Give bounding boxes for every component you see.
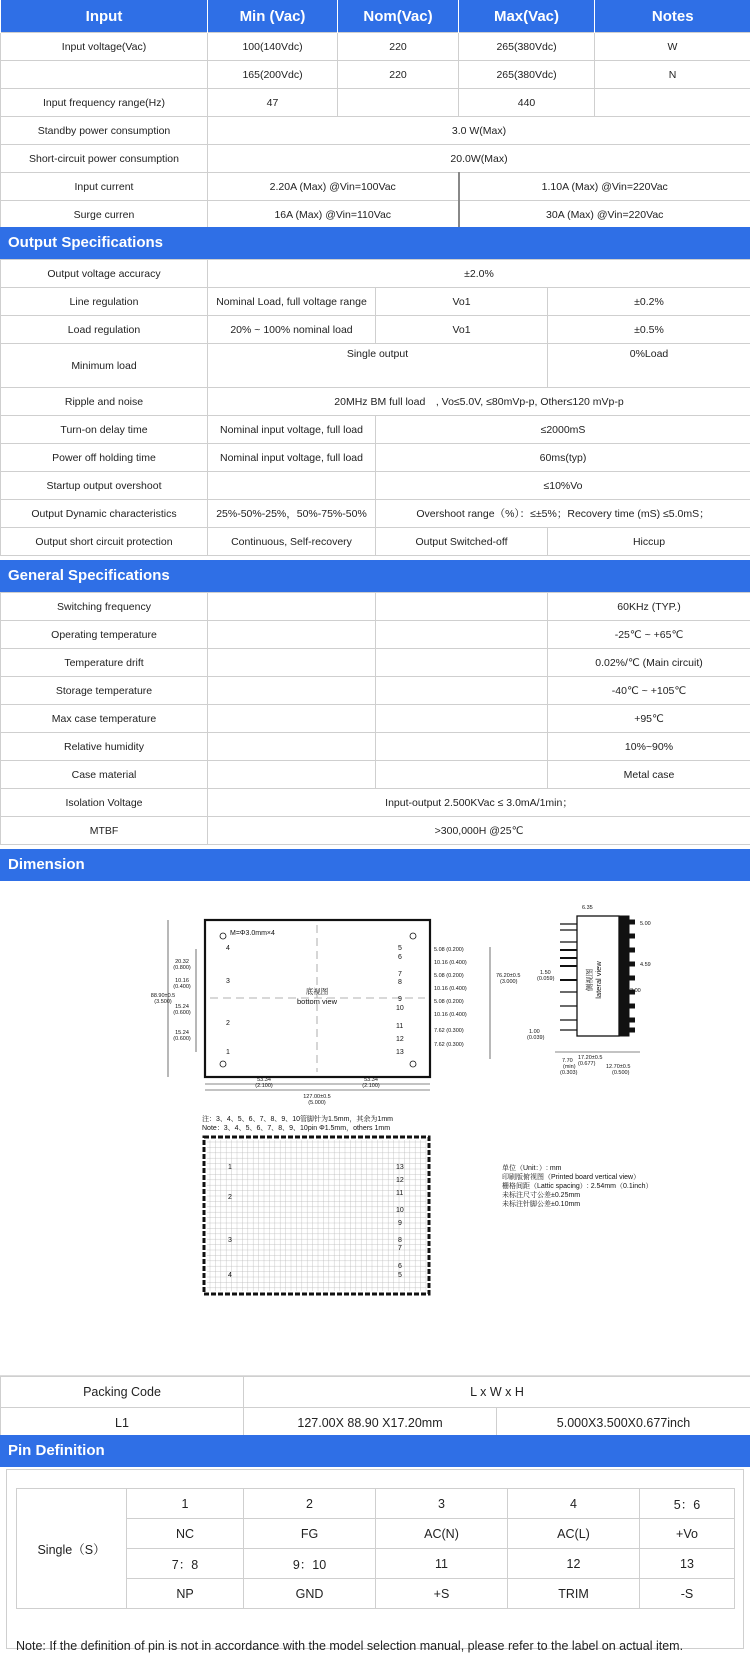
table-row: Isolation Voltage Input-output 2.500KVac ≤ 3.0mA/1min； xyxy=(1,789,750,817)
right-pin: 10 xyxy=(396,1005,404,1012)
table-row: Startup output overshoot ≤10%Vo xyxy=(1,472,750,500)
left-pin: 1 xyxy=(226,1049,230,1056)
dim-label: 7.62 (0.300) xyxy=(434,1028,464,1034)
dim-label: 5.08 (0.200) xyxy=(434,999,464,1005)
table-row: Output voltage accuracy ±2.0% xyxy=(1,260,750,288)
right-pin: 8 xyxy=(398,979,402,986)
dim-label: (0.500) xyxy=(612,1070,630,1076)
grid-right-pin: 10 xyxy=(396,1207,404,1214)
general-spec-header: General Specifications xyxy=(0,560,750,592)
table-row: Input current 2.20A (Max) @Vin=100Vac 1.10A (Max) @Vin=220Vac xyxy=(1,173,750,201)
table-row: NC FG AC(N) AC(L) +Vo xyxy=(17,1519,735,1549)
legend-line: 单位（Unit：）: mm xyxy=(502,1165,562,1172)
right-pin: 5 xyxy=(398,945,402,952)
pin-definition-header: Pin Definition xyxy=(0,1435,750,1467)
grid-right-pin: 6 xyxy=(398,1263,402,1270)
dim-label: 17.20±0.5 xyxy=(578,1055,603,1061)
legend-line: 未标注尺寸公差±0.25mm xyxy=(502,1192,581,1199)
dim-label: 5.08 (0.200) xyxy=(434,947,464,953)
table-row: Minimum load Single output 0%Load xyxy=(1,344,750,388)
dim-label: 10.16 (0.400) xyxy=(434,1012,467,1018)
side-view-label-cn: 侧视图 xyxy=(585,968,594,992)
dimension-drawing xyxy=(0,880,750,1375)
table-row: Storage temperature -40℃ ~ +105℃ xyxy=(1,677,750,705)
table-row: Surge curren 16A (Max) @Vin=110Vac 30A (Max) @Vin=220Vac xyxy=(1,201,750,229)
dim-label: 15.24 xyxy=(175,1004,189,1010)
pin-definition-box xyxy=(6,1469,744,1649)
output-spec-table xyxy=(0,259,750,556)
dim-label: (3.500) xyxy=(154,999,172,1005)
dim-label: 53.34 xyxy=(257,1077,271,1083)
table-row: 165(200Vdc) 220 265(380Vdc) N xyxy=(1,61,750,89)
grid-left-pin: 2 xyxy=(228,1194,232,1201)
side-view-label-en: lateral view xyxy=(594,961,603,999)
table-row: Single（S） 1 2 3 4 5：6 xyxy=(17,1489,735,1519)
table-row: Case material Metal case xyxy=(1,761,750,789)
grid-right-pin: 11 xyxy=(396,1190,404,1197)
table-row: Temperature drift 0.02%/℃ (Main circuit) xyxy=(1,649,750,677)
table-row: Turn-on delay time Nominal input voltage, full load ≤2000mS xyxy=(1,416,750,444)
dim-label: 10.16 xyxy=(175,978,189,984)
header-nom: Nom(Vac) xyxy=(338,0,459,33)
bottom-view-label-cn: 底视图 xyxy=(305,987,329,996)
dimension-header: Dimension xyxy=(0,849,750,881)
header-min: Min (Vac) xyxy=(208,0,338,33)
dim-label: 88.90±0.5 xyxy=(150,993,176,999)
unit-legend xyxy=(502,1163,653,1208)
grid-right-pin: 13 xyxy=(396,1164,404,1171)
dim-label: (0.600) xyxy=(173,1036,191,1042)
hole-label: M=Φ3.0mm×4 xyxy=(230,930,275,937)
pin-note-en: Note：3、4、5、6、7、8、9、10pin Φ1.5mm，others 1mm xyxy=(202,1125,391,1132)
right-pin: 13 xyxy=(396,1049,404,1056)
grid-right-pin: 9 xyxy=(398,1220,402,1227)
grid-right-pin: 8 xyxy=(398,1237,402,1244)
dim-label: (0.677) xyxy=(578,1061,596,1067)
dim-label: (0.600) xyxy=(173,1010,191,1016)
grid-board-drawing xyxy=(204,1137,429,1294)
right-pin: 9 xyxy=(398,996,402,1003)
table-row: Short-circuit power consumption 20.0W(Max) xyxy=(1,145,750,173)
dim-label: 20.32 xyxy=(175,959,189,965)
right-pin: 11 xyxy=(396,1023,404,1030)
dim-label: (0.400) xyxy=(173,984,191,990)
right-pin: 12 xyxy=(396,1036,404,1043)
dim-label: 10.16 (0.400) xyxy=(434,986,467,992)
table-row: Output Dynamic characteristics 25%-50%-25%，50%-75%-50% Overshoot range（%）：≤±5%；Recovery time (mS) ≤5.0mS； xyxy=(1,500,750,528)
left-pin: 2 xyxy=(226,1020,230,1027)
table-row: Line regulation Nominal Load, full voltage range Vo1 ±0.2% xyxy=(1,288,750,316)
dim-label: 12.70±0.5 xyxy=(606,1064,631,1070)
dim-label: 3.00 xyxy=(630,988,641,994)
pin-type-cell: Single（S） xyxy=(17,1489,127,1609)
table-row: Max case temperature +95℃ xyxy=(1,705,750,733)
input-spec-table xyxy=(0,0,750,229)
dim-label: 10.16 (0.400) xyxy=(434,960,467,966)
grid-right-pin: 5 xyxy=(398,1272,402,1279)
dim-label: 4.59 xyxy=(640,962,651,968)
dim-label: 1.50 xyxy=(540,970,551,976)
side-view-labels xyxy=(527,905,651,1076)
table-row: Relative humidity 10%~90% xyxy=(1,733,750,761)
table-row: L1 127.00X 88.90 X17.20mm 5.000X3.500X0.677inch xyxy=(1,1408,750,1439)
grid-left-pin: 3 xyxy=(228,1237,232,1244)
table-row: Standby power consumption 3.0 W(Max) xyxy=(1,117,750,145)
table-row: 7：8 9：10 11 12 13 xyxy=(17,1549,735,1579)
packing-table xyxy=(0,1376,750,1439)
header-max: Max(Vac) xyxy=(459,0,595,33)
dim-label: 1.00 xyxy=(529,1029,540,1035)
header-input: Input xyxy=(1,0,208,33)
dim-label: (0.059) xyxy=(537,976,555,982)
dim-label: (0.800) xyxy=(173,965,191,971)
table-row: Power off holding time Nominal input voltage, full load 60ms(typ) xyxy=(1,444,750,472)
legend-line: 未标注针脚公差±0.10mm xyxy=(502,1201,581,1208)
table-row: Ripple and noise 20MHz BM full load , Vo≤5.0V, ≤80mVp-p, Other≤120 mVp-p xyxy=(1,388,750,416)
bottom-view-label-en: bottom view xyxy=(296,997,338,1006)
dim-label: 6.35 xyxy=(582,905,593,911)
dim-label: 53.34 xyxy=(364,1077,378,1083)
dim-label: 127.00±0.5 xyxy=(303,1094,331,1100)
pin-notes xyxy=(202,1114,393,1133)
grid-right-pin: 7 xyxy=(398,1245,402,1252)
table-row: Packing Code L x W x H xyxy=(1,1377,750,1408)
grid-right-pin: 12 xyxy=(396,1177,404,1184)
left-pin: 3 xyxy=(226,978,230,985)
table-row: NP GND +S TRIM -S xyxy=(17,1579,735,1609)
table-row: Output short circuit protection Continuous, Self-recovery Output Switched-off Hiccup xyxy=(1,528,750,556)
dim-label: (0.303) xyxy=(560,1070,578,1076)
table-row: Input voltage(Vac) 100(140Vdc) 220 265(380Vdc) W xyxy=(1,33,750,61)
right-pin: 7 xyxy=(398,971,402,978)
dim-label: 7.62 (0.300) xyxy=(434,1042,464,1048)
dim-label: 5.00 xyxy=(640,921,651,927)
dim-label: 76.20±0.5 xyxy=(496,973,521,979)
legend-line: 印刷版俯视图（Printed board vertical view） xyxy=(502,1174,641,1181)
dim-label: (3.000) xyxy=(500,979,518,985)
dim-label: 15.24 xyxy=(175,1030,189,1036)
table-row: Operating temperature -25℃ ~ +65℃ xyxy=(1,621,750,649)
table-row: Input frequency range(Hz) 47 440 xyxy=(1,89,750,117)
output-spec-header: Output Specifications xyxy=(0,227,750,259)
dim-label: 5.08 (0.200) xyxy=(434,973,464,979)
footer-note: Note: If the definition of pin is not in accordance with the model selection manual, please refer to the label on actual item. xyxy=(16,1639,684,1653)
grid-left-pin: 1 xyxy=(228,1164,232,1171)
dim-label: (2.100) xyxy=(255,1083,273,1089)
dim-label: (0.039) xyxy=(527,1035,545,1041)
table-row: Switching frequency 60KHz (TYP.) xyxy=(1,593,750,621)
pin-note-cn: 注：3、4、5、6、7、8、9、10管脚针为1.5mm，其余为1mm xyxy=(202,1116,393,1123)
dimension-drawing-area xyxy=(0,880,750,1376)
header-notes: Notes xyxy=(595,0,750,33)
legend-line: 栅格间距（Lattic spacing）: 2.54mm（0.1inch） xyxy=(502,1183,653,1190)
right-pin: 6 xyxy=(398,954,402,961)
pin-definition-table xyxy=(16,1488,735,1609)
dim-label: 7.70 xyxy=(562,1058,573,1064)
general-spec-table xyxy=(0,592,750,845)
grid-left-pin: 4 xyxy=(228,1272,232,1279)
table-row: Load regulation 20% ~ 100% nominal load Vo1 ±0.5% xyxy=(1,316,750,344)
dim-label: (2.100) xyxy=(362,1083,380,1089)
table-row: MTBF >300,000H @25℃ xyxy=(1,817,750,845)
left-pin: 4 xyxy=(226,945,230,952)
bottom-view-labels xyxy=(151,930,521,1106)
dim-label: (min) xyxy=(563,1064,576,1070)
dim-label: (5.000) xyxy=(308,1100,326,1106)
